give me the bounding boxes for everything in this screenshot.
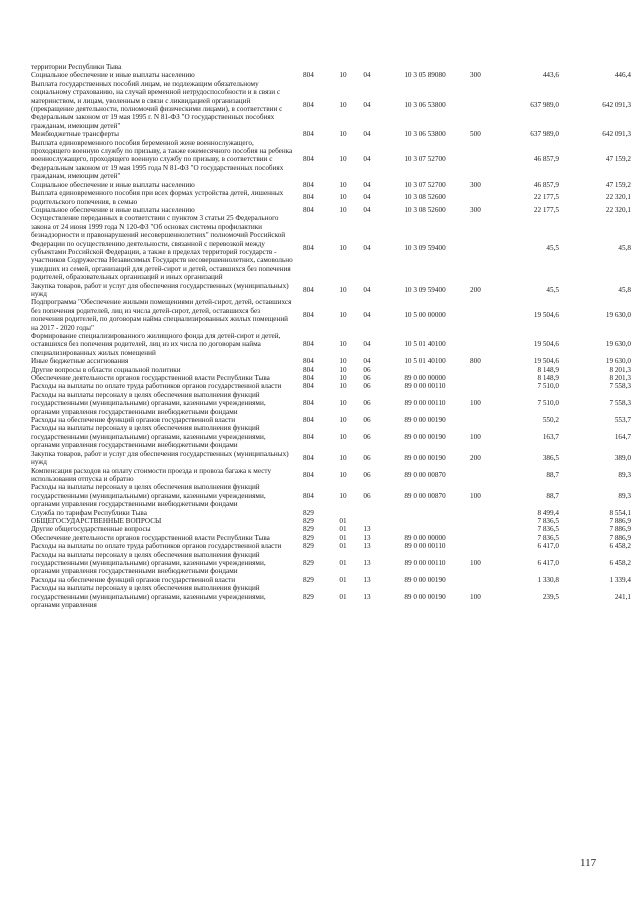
row-sum-second-cell: 8 201,3: [609, 365, 631, 374]
row-sum-second-cell: 642 091,3: [602, 100, 631, 109]
row-sum-second-cell: 1 339,4: [609, 575, 631, 584]
row-expense-type-cell: 100: [470, 399, 481, 408]
row-ved-cell: [299, 63, 332, 71]
row-target-code-cell: 89 0 00 00190: [404, 453, 446, 462]
row-name-cell: Выплата единовременного пособия беременной жене военнослужащего, проходящего военную службу по призыву, а также ежемесячного пособия на ребенка военнослужащего, проходящего военную службу по призыву, в соответствии с Федеральным законом от 19 мая 1995 года N 81-ФЗ "О государственных пособиях гражданам, имеющим детей": [31, 138, 293, 181]
row-ved-cell: 804: [303, 382, 314, 391]
row-sum-first-cell: 239,5: [542, 592, 559, 601]
row-subsection-cell: 06: [363, 491, 371, 500]
row-subsection-cell: 06: [363, 470, 371, 479]
table-row: [31, 332, 631, 357]
row-ved-cell: 829: [303, 575, 314, 584]
row-sum-first-cell: 8 148,9: [537, 365, 559, 374]
row-sum-second-cell: 45,8: [618, 285, 631, 294]
row-target-code-cell: 89 0 00 00870: [404, 470, 446, 479]
row-ved-cell: 804: [303, 357, 314, 366]
row-expense-type-cell: 100: [470, 592, 481, 601]
row-expense-type-cell: [470, 374, 497, 382]
row-target-code-cell: 10 3 09 59400: [404, 243, 446, 252]
row-name-cell: Осуществление переданных в соответствии с пунктом 3 статьи 25 Федерального закона от 24 июня 1999 года N 120-ФЗ "Об основах системы профилактики безнадзорности и правонарушений несовершеннолетних" полномочий Российской Федерации по осуществлению деятельности, связанной с перевозкой между субъектами Российской Федерации, а также в пределах территорий государств - участников Содружества Независимых Государств несовершеннолетних, самовольно ушедших из семей, организаций для детей-сирот и детей, оставшихся без попечения родителей, образовательных организаций и иных организаций: [31, 214, 293, 282]
row-sum-second-cell: 164,7: [614, 432, 631, 441]
table-row: [31, 424, 631, 449]
row-sum-second-cell: 22 320,1: [605, 193, 631, 202]
row-expense-type-cell: 100: [470, 432, 481, 441]
row-expense-type-cell: [470, 576, 497, 584]
row-subsection-cell: 06: [363, 382, 371, 391]
row-sum-second-cell: 6 458,2: [609, 558, 631, 567]
row-name-cell: Социальное обеспечение и иные выплаты населению: [31, 71, 195, 80]
row-section-cell: 10: [339, 432, 347, 441]
row-ved-cell: 804: [303, 180, 314, 189]
table-row: [31, 382, 631, 390]
row-target-code-cell: 10 3 07 52700: [404, 155, 446, 164]
row-subsection-cell: [354, 63, 380, 71]
page-number: 117: [580, 857, 597, 869]
row-subsection-cell: 13: [363, 558, 371, 567]
row-sum-second-cell: 22 320,1: [605, 205, 631, 214]
table-row: [31, 357, 631, 365]
row-name-cell: Закупка товаров, работ и услуг для обеспечения государственных (муниципальных) нужд: [31, 449, 289, 467]
row-name-cell: Другие общегосударственные вопросы: [31, 525, 151, 534]
row-sum-first-cell: 22 177,5: [533, 193, 559, 202]
row-subsection-cell: 04: [363, 340, 371, 349]
budget-table-body: [31, 63, 631, 609]
row-sum-second-cell: 7 558,3: [609, 399, 631, 408]
row-ved-cell: 804: [303, 205, 314, 214]
row-name-cell: Расходы на обеспечение функций органов государственной власти: [31, 416, 236, 425]
row-name-cell: Компенсация расходов на оплату стоимости проезда и провоза багажа к месту использования отпуска и обратно: [31, 466, 272, 483]
row-sum-first-cell: 45,5: [546, 243, 559, 252]
row-ved-cell: 804: [303, 285, 314, 294]
row-section-cell: 10: [339, 180, 347, 189]
table-row: [31, 534, 631, 542]
row-target-code-cell: 89 0 00 00190: [404, 416, 446, 425]
row-section-cell: 10: [339, 310, 347, 319]
row-subsection-cell: 13: [363, 575, 371, 584]
table-row: [31, 542, 631, 550]
table-row: [31, 551, 631, 576]
table-row: [31, 189, 631, 206]
row-target-code-cell: 89 0 00 00190: [404, 575, 446, 584]
row-ved-cell: 804: [303, 155, 314, 164]
row-name-cell: Расходы на выплаты персоналу в целях обеспечения выполнения функций государственными (муниципальными) органами, казенными учреждениями, органами управления государственными внебюджетными фондами: [31, 390, 266, 416]
row-expense-type-cell: 800: [470, 357, 481, 366]
row-ved-cell: 804: [303, 193, 314, 202]
row-expense-type-cell: 300: [470, 205, 481, 214]
row-ved-cell: 804: [303, 374, 314, 383]
row-target-code-cell: 10 3 09 59400: [404, 285, 446, 294]
table-row: [31, 139, 631, 181]
row-name-cell: Расходы на выплаты персоналу в целях обеспечения выполнения функций государственными (муниципальными) органами, казенными учреждениями, органами управления государственными внебюджетными фондами: [31, 550, 266, 576]
row-expense-type-cell: 300: [470, 71, 481, 80]
row-section-cell: 01: [339, 542, 347, 551]
row-expense-type-cell: 300: [470, 180, 481, 189]
row-sum-first-cell: 1 330,8: [537, 575, 559, 584]
table-row: [31, 391, 631, 416]
row-expense-type-cell: 200: [470, 285, 481, 294]
row-ved-cell: 804: [303, 310, 314, 319]
row-sum-first-cell: 7 836,5: [537, 516, 559, 525]
row-name-cell: Расходы на выплаты по оплате труда работников органов государственной власти: [31, 382, 282, 391]
row-sum-first-cell: 88,7: [546, 470, 559, 479]
row-sum-first-cell: 6 417,0: [537, 542, 559, 551]
row-subsection-cell: 06: [363, 416, 371, 425]
row-sum-second-cell: 7 558,3: [609, 382, 631, 391]
row-section-cell: 10: [339, 365, 347, 374]
row-section-cell: 10: [339, 374, 347, 383]
row-ved-cell: 804: [303, 491, 314, 500]
row-target-code-cell: 10 5 01 40100: [404, 340, 446, 349]
row-name-cell: Иные бюджетные ассигнования: [31, 357, 129, 366]
row-subsection-cell: 04: [363, 71, 371, 80]
row-subsection-cell: 04: [363, 285, 371, 294]
row-ved-cell: 829: [303, 516, 314, 525]
row-sum-second-cell: 47 159,2: [605, 155, 631, 164]
row-ved-cell: 804: [303, 130, 314, 139]
row-section-cell: [332, 63, 354, 71]
row-sum-first-cell: 7 510,0: [537, 399, 559, 408]
table-row: [31, 130, 631, 138]
row-section-cell: 10: [339, 399, 347, 408]
table-row: [31, 509, 631, 517]
row-expense-type-cell: [470, 298, 497, 332]
row-subsection-cell: 04: [363, 357, 371, 366]
row-sum-second-cell: 19 630,0: [605, 357, 631, 366]
row-subsection-cell: 04: [363, 155, 371, 164]
row-name-cell: Социальное обеспечение и иные выплаты населению: [31, 180, 195, 189]
table-row: [31, 416, 631, 424]
row-expense-type-cell: [470, 80, 497, 130]
row-sum-first-cell: 8 148,9: [537, 374, 559, 383]
row-name-cell: Обеспечение деятельности органов государственной власти Республики Тыва: [31, 374, 270, 383]
budget-table: [31, 63, 631, 609]
row-sum-first-cell: 19 504,6: [533, 340, 559, 349]
table-row: [31, 63, 631, 71]
row-name-cell: Закупка товаров, работ и услуг для обеспечения государственных (муниципальных) нужд: [31, 281, 289, 298]
row-sum-second-cell: 89,3: [618, 470, 631, 479]
row-sum-first-cell: 88,7: [546, 491, 559, 500]
row-sum-first-cell: 46 857,9: [533, 180, 559, 189]
row-target-code-cell: 89 0 00 00110: [404, 382, 446, 391]
table-row: [31, 576, 631, 584]
table-row: [31, 298, 631, 332]
row-ved-cell: 829: [303, 558, 314, 567]
row-section-cell: 01: [339, 525, 347, 534]
row-sum-second-cell: 8 554,1: [609, 508, 631, 517]
row-section-cell: [332, 509, 354, 517]
row-sum-first-cell: 6 417,0: [537, 558, 559, 567]
row-expense-type-cell: [470, 214, 497, 281]
row-name-cell: Расходы на выплаты персоналу в целях обеспечения выполнения функций государственными (муниципальными) органами, казенными учреждениями, органами управления государственными внебюджетными фондами: [31, 483, 266, 509]
row-subsection-cell: 06: [363, 374, 371, 383]
row-name-cell: Расходы на обеспечение функций органов государственной власти: [31, 575, 236, 584]
row-target-code-cell: 89 0 00 00110: [404, 399, 446, 408]
row-ved-cell: 804: [303, 453, 314, 462]
row-section-cell: 10: [339, 382, 347, 391]
row-sum-first-cell: 637 989,0: [530, 100, 559, 109]
row-sum-second-cell: 7 886,9: [609, 516, 631, 525]
row-section-cell: 10: [339, 491, 347, 500]
table-row: [31, 467, 631, 484]
row-section-cell: 01: [339, 516, 347, 525]
row-subsection-cell: 04: [363, 310, 371, 319]
table-row: [31, 80, 631, 130]
row-target-code-cell: 89 0 00 00000: [404, 374, 446, 383]
row-section-cell: 10: [339, 453, 347, 462]
row-subsection-cell: [354, 517, 380, 525]
row-subsection-cell: 13: [363, 533, 371, 542]
row-name-cell: Подпрограмма "Обеспечение жилыми помещениями детей-сирот, детей, оставшихся без попечения родителей, лиц из числа детей-сирот, детей, оставшихся без попечения родителей, по договорам найма специализированных жилых помещений на 2017 - 2020 годы": [31, 298, 292, 332]
table-row: [31, 206, 631, 214]
row-expense-type-cell: 500: [470, 130, 481, 139]
row-section-cell: 01: [339, 533, 347, 542]
row-ved-cell: 804: [303, 432, 314, 441]
row-ved-cell: 804: [303, 100, 314, 109]
row-sum-second-cell: 7 886,9: [609, 533, 631, 542]
row-name-cell: Выплата единовременного пособия при всех формах устройства детей, лишенных родительского попечения, в семью: [31, 189, 284, 206]
row-expense-type-cell: [470, 467, 497, 484]
row-ved-cell: 829: [303, 525, 314, 534]
row-ved-cell: 804: [303, 416, 314, 425]
row-ved-cell: 829: [303, 542, 314, 551]
table-row: [31, 374, 631, 382]
row-expense-type-cell: 100: [470, 491, 481, 500]
row-target-code-cell: [380, 517, 470, 525]
row-section-cell: 10: [339, 416, 347, 425]
row-expense-type-cell: [470, 517, 497, 525]
row-sum-second-cell: [559, 63, 631, 71]
row-target-code-cell: [380, 509, 470, 517]
row-sum-second-cell: 642 091,3: [602, 130, 631, 139]
row-name-cell: Служба по тарифам Республики Тыва: [31, 508, 147, 517]
row-sum-first-cell: 45,5: [546, 285, 559, 294]
row-ved-cell: 804: [303, 365, 314, 374]
row-sum-first-cell: 7 510,0: [537, 382, 559, 391]
row-name-cell: Выплата государственных пособий лицам, не подлежащим обязательному социальному страхованию, на случай временной нетрудоспособности и в связи с материнством, и лицам, уволенным в связи с ликвидацией организаций (прекращение деятельности, полномочий физическими лицами), в соответствии с Федеральным законом от 19 мая 1995 г. N 81-ФЗ "О государственных пособиях гражданам, имеющим детей": [31, 79, 283, 130]
row-section-cell: 01: [339, 558, 347, 567]
row-sum-second-cell: 553,7: [614, 416, 631, 425]
table-row: [31, 181, 631, 189]
row-sum-second-cell: 446,4: [614, 71, 631, 80]
row-target-code-cell: [380, 63, 470, 71]
row-ved-cell: 804: [303, 399, 314, 408]
row-subsection-cell: 13: [363, 592, 371, 601]
row-sum-first-cell: 386,5: [542, 453, 559, 462]
row-name-cell: ОБЩЕГОСУДАРСТВЕННЫЕ ВОПРОСЫ: [31, 516, 162, 525]
row-section-cell: 10: [339, 340, 347, 349]
row-ved-cell: 829: [303, 533, 314, 542]
row-section-cell: 10: [339, 243, 347, 252]
table-row: [31, 517, 631, 525]
row-sum-second-cell: 8 201,3: [609, 374, 631, 383]
row-subsection-cell: 04: [363, 130, 371, 139]
row-target-code-cell: 10 3 08 52600: [404, 193, 446, 202]
row-sum-second-cell: 389,0: [614, 453, 631, 462]
row-ved-cell: 804: [303, 243, 314, 252]
row-ved-cell: 829: [303, 508, 314, 517]
row-target-code-cell: 10 3 08 52600: [404, 205, 446, 214]
row-sum-second-cell: 7 886,9: [609, 525, 631, 534]
row-section-cell: 01: [339, 592, 347, 601]
table-row: [31, 366, 631, 374]
row-expense-type-cell: [470, 139, 497, 181]
row-target-code-cell: 10 3 05 89080: [404, 71, 446, 80]
row-expense-type-cell: [470, 525, 497, 533]
table-row: [31, 282, 631, 299]
table-row: [31, 214, 631, 281]
row-expense-type-cell: [470, 189, 497, 206]
row-sum-first-cell: 46 857,9: [533, 155, 559, 164]
row-sum-first-cell: [497, 63, 559, 71]
row-subsection-cell: 04: [363, 243, 371, 252]
row-name-cell: Другие вопросы в области социальной политики: [31, 365, 181, 374]
row-subsection-cell: 06: [363, 399, 371, 408]
row-target-code-cell: 89 0 00 00190: [404, 592, 446, 601]
row-sum-first-cell: 637 989,0: [530, 130, 559, 139]
table-row: [31, 525, 631, 533]
row-subsection-cell: 04: [363, 100, 371, 109]
row-expense-type-cell: [470, 534, 497, 542]
row-expense-type-cell: [470, 63, 497, 71]
row-name-cell: Расходы на выплаты персоналу в целях обеспечения выполнения функций государственными (муниципальными) органами, казенными учреждениями, органами управления: [31, 584, 266, 609]
row-sum-first-cell: 550,2: [542, 416, 559, 425]
row-section-cell: 10: [339, 130, 347, 139]
row-expense-type-cell: 200: [470, 453, 481, 462]
row-sum-first-cell: 7 836,5: [537, 525, 559, 534]
row-section-cell: 10: [339, 470, 347, 479]
row-target-code-cell: 10 5 01 40100: [404, 357, 446, 366]
row-section-cell: 10: [339, 193, 347, 202]
row-target-code-cell: 89 0 00 00000: [404, 533, 446, 542]
row-expense-type-cell: [470, 382, 497, 390]
row-ved-cell: 804: [303, 470, 314, 479]
row-expense-type-cell: 100: [470, 558, 481, 567]
row-expense-type-cell: [470, 332, 497, 357]
row-name-cell: Социальное обеспечение и иные выплаты населению: [31, 205, 195, 214]
row-section-cell: 10: [339, 357, 347, 366]
row-name-cell: Расходы на выплаты по оплате труда работников органов государственной власти: [31, 542, 282, 551]
row-section-cell: 01: [339, 575, 347, 584]
table-row: [31, 584, 631, 609]
row-name-cell: Расходы на выплаты персоналу в целях обеспечения выполнения функций государственными (муниципальными) органами, казенными учреждениями, органами управления государственными внебюджетными фондами: [31, 424, 266, 450]
row-subsection-cell: [354, 509, 380, 517]
row-target-code-cell: 89 0 00 00110: [404, 558, 446, 567]
row-sum-first-cell: 443,6: [542, 71, 559, 80]
row-sum-second-cell: 6 458,2: [609, 542, 631, 551]
row-subsection-cell: 06: [363, 432, 371, 441]
row-name-cell: Формирование специализированного жилищного фонда для детей-сирот и детей, оставшихся без попечения родителей, лиц из их числа по договорам найма специализированных жилых помещений: [31, 332, 281, 357]
row-subsection-cell: 04: [363, 193, 371, 202]
row-target-code-cell: 10 5 00 00000: [404, 310, 446, 319]
row-sum-second-cell: 45,8: [618, 243, 631, 252]
row-target-code-cell: 10 3 06 53800: [404, 100, 446, 109]
row-subsection-cell: 13: [363, 525, 371, 534]
row-expense-type-cell: [470, 542, 497, 550]
table-row: [31, 483, 631, 508]
row-subsection-cell: 04: [363, 205, 371, 214]
row-target-code-cell: 89 0 00 00870: [404, 491, 446, 500]
row-sum-second-cell: 19 630,0: [605, 340, 631, 349]
row-sum-first-cell: 22 177,5: [533, 205, 559, 214]
row-name-cell: территории Республики Тыва: [31, 63, 122, 71]
row-sum-first-cell: 19 504,6: [533, 310, 559, 319]
row-target-code-cell: [380, 366, 470, 374]
table-row: [31, 71, 631, 79]
row-sum-second-cell: 89,3: [618, 491, 631, 500]
row-target-code-cell: 10 3 07 52700: [404, 180, 446, 189]
row-target-code-cell: 10 3 06 53800: [404, 130, 446, 139]
row-subsection-cell: 13: [363, 542, 371, 551]
row-ved-cell: 804: [303, 340, 314, 349]
row-ved-cell: 804: [303, 71, 314, 80]
row-expense-type-cell: [470, 509, 497, 517]
row-sum-first-cell: 8 499,4: [537, 508, 559, 517]
row-section-cell: 10: [339, 71, 347, 80]
row-sum-second-cell: 47 159,2: [605, 180, 631, 189]
row-sum-first-cell: 163,7: [542, 432, 559, 441]
row-sum-second-cell: 241,1: [614, 592, 631, 601]
row-subsection-cell: 04: [363, 180, 371, 189]
row-target-code-cell: [380, 525, 470, 533]
row-name-cell: Межбюджетные трансферты: [31, 130, 119, 139]
row-sum-first-cell: 19 504,6: [533, 357, 559, 366]
row-section-cell: 10: [339, 100, 347, 109]
row-ved-cell: 829: [303, 592, 314, 601]
row-expense-type-cell: [470, 366, 497, 374]
row-target-code-cell: 89 0 00 00190: [404, 432, 446, 441]
row-sum-first-cell: 7 836,5: [537, 533, 559, 542]
row-subsection-cell: 06: [363, 365, 371, 374]
row-expense-type-cell: [470, 416, 497, 424]
row-target-code-cell: 89 0 00 00110: [404, 542, 446, 551]
row-section-cell: 10: [339, 285, 347, 294]
row-section-cell: 10: [339, 155, 347, 164]
row-sum-second-cell: 19 630,0: [605, 310, 631, 319]
row-section-cell: 10: [339, 205, 347, 214]
table-row: [31, 450, 631, 467]
row-name-cell: Обеспечение деятельности органов государственной власти Республики Тыва: [31, 533, 270, 542]
row-subsection-cell: 06: [363, 453, 371, 462]
